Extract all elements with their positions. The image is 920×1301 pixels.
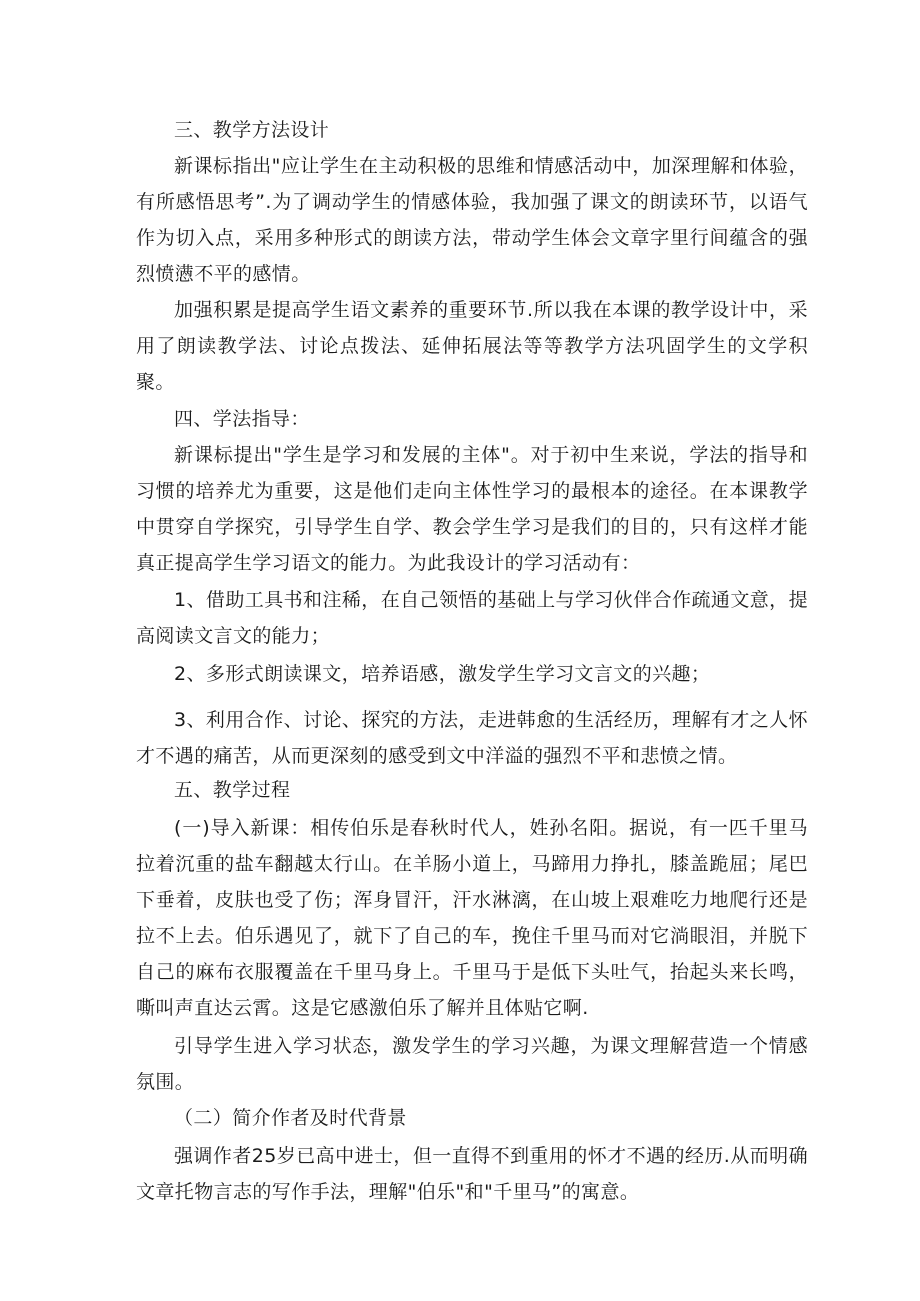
section-3-heading: 三、教学方法设计 bbox=[174, 119, 330, 141]
section-3-paragraph-1: 新课标指出"应让学生在主动积极的思维和情感活动中，加深理解和体验，有所感悟思考”.为了调动学生的情感体验，我加强了课文的朗读环节，以语气作为切入点，采用多种形式的朗读方法，带动学生体会文章字里行间蕴含的强烈愤懑不平的感情。 bbox=[136, 155, 808, 285]
section-5-part-1: (一)导入新课：相传伯乐是春秋时代人，姓孙名阳。据说，有一匹千里马拉着沉重的盐车翻越太行山。在羊肠小道上，马蹄用力挣扎，膝盖跪屈；尾巴下垂着，皮肤也受了伤；浑身冒汗，汗水淋漓，在山坡上艰难吃力地爬行还是拉不上去。伯乐遇见了，就下了自己的车，挽住千里马而对它淌眼泪，并脱下自己的麻布衣服覆盖在千里马身上。千里马于是低下头吐气，抬起头来长鸣，嘶叫声直达云霄。这是它感激伯乐了解并且体贴它啊. bbox=[136, 817, 808, 1019]
section-4-item-1: 1、借助工具书和注稀，在自己领悟的基础上与学习伙伴合作疏通文意，提高阅读文言文的能力； bbox=[136, 589, 808, 647]
section-4-heading: 四、学法指导： bbox=[174, 408, 310, 430]
section-5-heading: 五、教学过程 bbox=[174, 779, 291, 801]
section-5-part-1-note: 引导学生进入学习状态，激发学生的学习兴趣，为课文理解营造一个情感氛围。 bbox=[136, 1035, 808, 1093]
section-5-part-2: 强调作者25岁已高中进士，但一直得不到重用的怀才不遇的经历.从而明确文章托物言志的写作手法，理解"伯乐"和"千里马”的寓意。 bbox=[136, 1145, 808, 1203]
section-3-paragraph-2: 加强积累是提高学生语文素养的重要环节.所以我在本课的教学设计中，采用了朗读教学法、讨论点拨法、延伸拓展法等等教学方法巩固学生的文学积聚。 bbox=[136, 299, 808, 393]
section-4-item-3: 3、利用合作、讨论、探究的方法，走进韩愈的生活经历，理解有才之人怀才不遇的痛苦，从而更深刻的感受到文中洋溢的强烈不平和悲愤之情。 bbox=[136, 709, 808, 767]
section-5-part-2-heading: （二）简介作者及时代背景 bbox=[174, 1107, 407, 1129]
section-4-paragraph-1: 新课标提出"学生是学习和发展的主体"。对于初中生来说，学法的指导和习惯的培养尤为重要，这是他们走向主体性学习的最根本的途径。在本课教学中贯穿自学探究，引导学生自学、教会学生学习是我们的目的，只有这样才能真正提高学生学习语文的能力。为此我设计的学习活动有： bbox=[136, 444, 808, 574]
section-4-item-2: 2、多形式朗读课文，培养语感，激发学生学习文言文的兴趣； bbox=[174, 663, 711, 685]
